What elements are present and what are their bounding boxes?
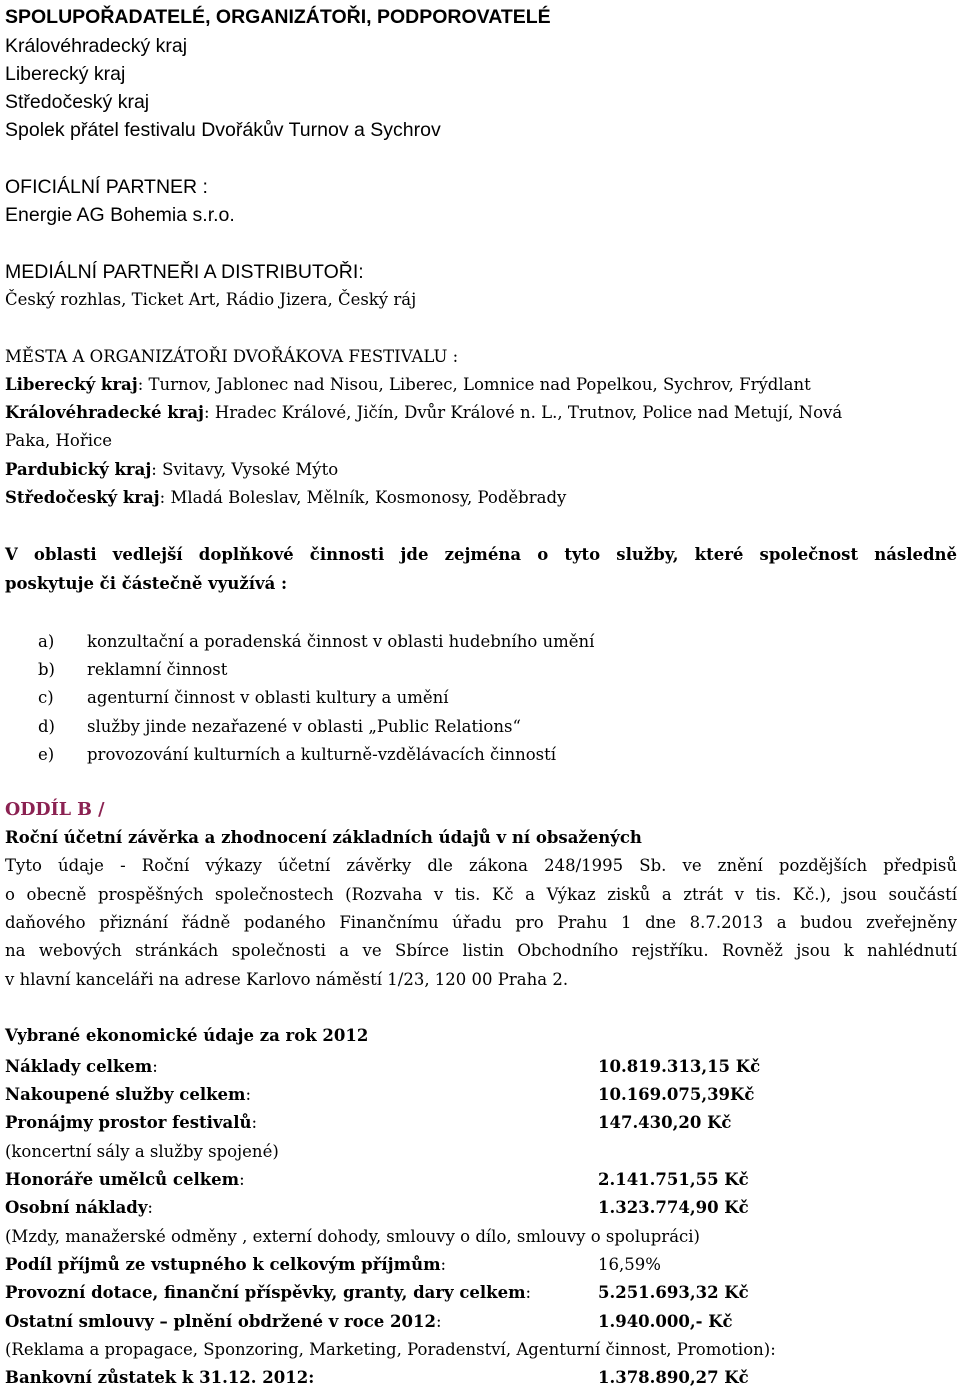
econ-note: (koncertní sály a služby spojené) [5, 1142, 279, 1161]
section-b-paragraph-line: v hlavní kanceláři na adrese Karlovo náměstí 1/23, 120 00 Praha 2. [5, 970, 569, 989]
econ-value: 10.819.313,15 Kč [598, 1057, 761, 1076]
region-row [5, 490, 566, 507]
econ-value: 1.378.890,27 Kč [598, 1368, 749, 1387]
region-name: Liberecký kraj [5, 375, 138, 394]
list-item: konzultační a poradenská činnost v oblasti hudebního umění [87, 632, 595, 651]
region-row [5, 377, 811, 394]
official-partner-heading: OFICIÁLNÍ PARTNER : [5, 176, 208, 198]
econ-label: Provozní dotace, finanční příspěvky, granty, dary celkem: [5, 1283, 532, 1302]
list-letter: e) [38, 745, 55, 764]
econ-label: Osobní náklady: [5, 1198, 153, 1217]
econ-label: Honoráře umělců celkem: [5, 1170, 245, 1189]
region-name: Středočeský kraj [5, 488, 160, 507]
econ-label: Podíl příjmů ze vstupného k celkovým příjmům: [5, 1255, 447, 1274]
list-letter: c) [38, 688, 54, 707]
sponsor-item: Středočeský kraj [5, 91, 150, 113]
econ-label: Pronájmy prostor festivalů: [5, 1113, 258, 1132]
side-activity-intro-cont: poskytuje či částečně využívá : [5, 574, 288, 593]
section-b-paragraph-line: daňového přiznání řádně podaného Finančnímu úřadu pro Prahu 1 dne 8.7.2013 a budou zveřejněny [5, 913, 957, 932]
econ-value: 147.430,20 Kč [598, 1113, 732, 1132]
econ-label: Nakoupené služby celkem: [5, 1085, 252, 1104]
econ-value: 2.141.751,55 Kč [598, 1170, 749, 1189]
official-partner-name: Energie AG Bohemia s.r.o. [5, 204, 235, 226]
list-letter: a) [38, 632, 55, 651]
list-item: reklamní činnost [87, 660, 228, 679]
sponsor-item: Liberecký kraj [5, 63, 126, 85]
sponsor-item: Královéhradecký kraj [5, 35, 188, 57]
section-b-paragraph-line: Tyto údaje - Roční výkazy účetní závěrky dle zákona 248/1995 Sb. ve znění pozdějších předpisů [5, 856, 957, 875]
econ-value: 10.169.075,39Kč [598, 1085, 755, 1104]
econ-value: 5.251.693,32 Kč [598, 1283, 749, 1302]
region-row-continued: Paka, Hořice [5, 431, 113, 450]
econ-value: 16,59% [598, 1255, 661, 1274]
economics-heading: Vybrané ekonomické údaje za rok 2012 [5, 1026, 369, 1045]
econ-note: (Reklama a propagace, Sponzoring, Marketing, Poradenství, Agenturní činnost, Promotion): [5, 1340, 776, 1359]
side-activity-intro: V oblasti vedlejší doplňkové činnosti jde zejména o tyto služby, které společnost následně [5, 545, 957, 564]
sponsor-item: Spolek přátel festivalu Dvořákův Turnov a Sychrov [5, 119, 441, 141]
econ-value: 1.940.000,- Kč [598, 1312, 733, 1331]
media-partners-list: Český rozhlas, Ticket Art, Rádio Jizera, Český ráj [5, 290, 417, 309]
region-row [5, 405, 842, 422]
econ-label: Bankovní zůstatek k 31.12. 2012: [5, 1368, 315, 1387]
econ-note: (Mzdy, manažerské odměny , externí dohody, smlouvy o dílo, smlouvy o spolupráci) [5, 1227, 700, 1246]
sponsors-heading: SPOLUPOŘADATELÉ, ORGANIZÁTOŘI, PODPOROVATELÉ [5, 6, 551, 28]
region-name: Pardubický kraj [5, 460, 152, 479]
region-row [5, 462, 338, 479]
cities-heading: MĚSTA A ORGANIZÁTOŘI DVOŘÁKOVA FESTIVALU : [5, 347, 459, 366]
section-b-heading: ODDÍL B / [5, 800, 105, 820]
region-towns: : Turnov, Jablonec nad Nisou, Liberec, Lomnice nad Popelkou, Sychrov, Frýdlant [137, 375, 811, 394]
section-b-paragraph-line: o obecně prospěšných společnostech (Rozvaha v tis. Kč a Výkaz zisků a ztrát v tis. Kč.), jsou součástí [5, 885, 957, 904]
section-b-title: Roční účetní závěrka a zhodnocení základních údajů v ní obsažených [5, 828, 642, 847]
list-item: služby jinde nezařazené v oblasti „Public Relations“ [87, 717, 521, 736]
list-letter: d) [38, 717, 55, 736]
region-towns: : Svitavy, Vysoké Mýto [151, 460, 339, 479]
list-item: agenturní činnost v oblasti kultury a umění [87, 688, 449, 707]
econ-label: Ostatní smlouvy – plnění obdržené v roce 2012: [5, 1312, 442, 1331]
region-towns: : Mladá Boleslav, Mělník, Kosmonosy, Poděbrady [159, 488, 567, 507]
media-partners-heading: MEDIÁLNÍ PARTNEŘI A DISTRIBUTOŘI: [5, 261, 364, 283]
section-b-paragraph-line: na webových stránkách společnosti a ve Sbírce listin Obchodního rejstříku. Rovněž jsou k nahlédnutí [5, 941, 957, 960]
econ-value: 1.323.774,90 Kč [598, 1198, 749, 1217]
list-item: provozování kulturních a kulturně-vzdělávacích činností [87, 745, 557, 764]
region-name: Královéhradecké kraj [5, 403, 205, 422]
list-letter: b) [38, 660, 55, 679]
econ-label: Náklady celkem: [5, 1057, 158, 1076]
region-towns: : Hradec Králové, Jičín, Dvůr Králové n. L., Trutnov, Police nad Metují, Nová [204, 403, 843, 422]
